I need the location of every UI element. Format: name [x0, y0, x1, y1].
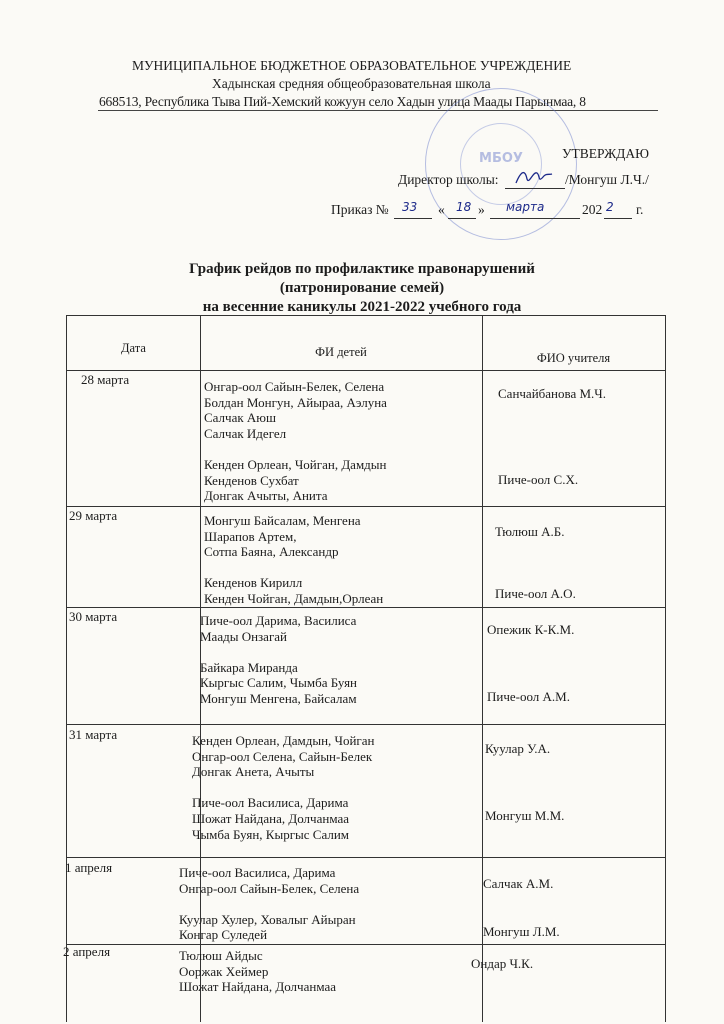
child-line: Болдан Монгун, Айыраа, Аэлуна: [204, 394, 387, 410]
row-divider-header: [67, 370, 665, 371]
order-year-prefix: 202: [582, 202, 603, 217]
order-prefix: Приказ №: [331, 202, 389, 217]
child-line: Ооржак Хеймер: [179, 963, 269, 979]
children-cell: [204, 513, 383, 607]
child-line: Онгар-оол Селена, Сайын-Белек: [192, 748, 373, 764]
teacher-name: Пиче-оол А.О.: [495, 586, 576, 601]
doc-title-line1: График рейдов по профилактике правонарушений: [189, 261, 535, 277]
child-line: [200, 644, 357, 660]
signature-line: [505, 188, 565, 189]
child-line: Донгак Анета, Ачыты: [192, 764, 315, 780]
stamp-label: МБОУ: [479, 151, 523, 166]
child-line: Монгуш Менгена, Байсалам: [200, 690, 357, 706]
teacher-name: Пиче-оол С.Х.: [498, 472, 579, 487]
child-line: Шарапов Артем,: [204, 528, 297, 544]
director-name: /Монгуш Л.Ч./: [565, 172, 649, 187]
child-line: Кенденов Сухбат: [204, 472, 299, 488]
child-line: Пиче-оол Василиса, Дарима: [192, 795, 349, 811]
child-line: Салчак Идегел: [204, 425, 287, 441]
child-line: Тюлюш Айдыс: [179, 948, 263, 963]
child-line: [192, 780, 375, 796]
row-divider-5: [67, 944, 665, 945]
teacher-name: Салчак А.М.: [483, 876, 554, 891]
order-day: 18: [456, 200, 472, 214]
order-year-suffix: 2: [606, 200, 614, 214]
date-cell: 29 марта: [69, 508, 118, 523]
teacher-name: Куулар У.А.: [485, 741, 551, 756]
date-cell: 2 апреля: [63, 944, 111, 959]
order-quote-open: «: [438, 202, 445, 217]
children-cell: [179, 948, 336, 995]
teacher-name: Ондар Ч.К.: [471, 956, 534, 971]
child-line: Кенден Орлеан, Чойган, Дамдын: [204, 456, 387, 472]
child-line: Конгар Суледей: [179, 927, 268, 943]
teacher-name: Монгуш Л.М.: [483, 924, 560, 939]
order-quote-close: »: [478, 202, 485, 217]
child-line: Пиче-оол Дарима, Василиса: [200, 613, 357, 628]
order-month-line: [490, 218, 580, 219]
order-day-line: [448, 218, 476, 219]
org-name-line2: Хадынская средняя общеобразовательная школа: [212, 76, 491, 91]
child-line: Маады Онзагай: [200, 628, 288, 644]
teacher-name: Пиче-оол А.М.: [487, 689, 570, 704]
date-cell: 28 марта: [81, 372, 130, 387]
row-divider-4: [67, 857, 665, 858]
order-number-line: [394, 218, 432, 219]
children-cell: [192, 733, 375, 842]
header-teacher: ФИО учителя: [536, 351, 611, 365]
order-year-line: [604, 218, 632, 219]
row-divider-2: [67, 607, 665, 608]
teacher-name: Монгуш М.М.: [485, 808, 565, 823]
org-name-line1: МУНИЦИПАЛЬНОЕ БЮДЖЕТНОЕ ОБРАЗОВАТЕЛЬНОЕ УЧРЕЖДЕНИЕ: [132, 58, 572, 73]
date-cell: 30 марта: [69, 609, 118, 624]
child-line: Пиче-оол Василиса, Дарима: [179, 865, 336, 880]
children-cell: [204, 379, 387, 504]
teacher-name: Санчайбанова М.Ч.: [498, 386, 606, 401]
child-line: Кенден Орлеан, Дамдын, Чойган: [192, 733, 375, 748]
director-label: Директор школы:: [398, 172, 499, 187]
header-rule: [98, 110, 658, 111]
school-address: 668513, Республика Тыва Пий-Хемский кожуун село Хадын улица Маады Парынмаа, 8: [99, 94, 586, 109]
child-line: Онгар-оол Сайын-Белек, Селена: [204, 379, 385, 394]
date-cell: 31 марта: [69, 727, 118, 742]
row-divider-3: [67, 724, 665, 725]
child-line: [204, 560, 383, 576]
header-children: ФИ детей: [315, 345, 367, 359]
child-line: Чымба Буян, Кыргыс Салим: [192, 826, 350, 842]
raid-schedule-table: [63, 315, 666, 1022]
order-month: марта: [506, 200, 545, 214]
child-line: Шожат Найдана, Долчанмаа: [192, 810, 349, 826]
child-line: Сотпа Баяна, Александр: [204, 544, 339, 560]
child-line: Кыргыс Салим, Чымба Буян: [200, 675, 358, 691]
child-line: [179, 896, 359, 912]
child-line: Шожат Найдана, Долчанмаа: [179, 979, 336, 995]
child-line: Куулар Хулер, Ховалыг Айыран: [179, 911, 356, 927]
child-line: Монгуш Байсалам, Менгена: [204, 513, 361, 528]
teacher-name: Опежик К-К.М.: [487, 622, 575, 637]
children-cell: [200, 613, 357, 707]
child-line: Донгак Ачыты, Анита: [204, 488, 328, 504]
child-line: Салчак Аюш: [204, 410, 277, 426]
doc-title-line3: на весенние каникулы 2021-2022 учебного года: [202, 299, 522, 315]
child-line: Кенденов Кирилл: [204, 575, 303, 591]
child-line: Онгар-оол Сайын-Белек, Селена: [179, 880, 360, 896]
child-line: [204, 441, 387, 457]
col-divider-2: [482, 316, 483, 1022]
child-line: Кенден Чойган, Дамдын,Орлеан: [204, 590, 384, 606]
date-cell: 1 апреля: [65, 860, 113, 875]
children-cell: [179, 865, 359, 943]
order-number: 33: [402, 200, 418, 214]
doc-title-line2: (патронирование семей): [279, 280, 445, 296]
header-date: Дата: [121, 341, 146, 355]
approve-label: УТВЕРЖДАЮ: [562, 146, 650, 161]
director-signature: [513, 165, 555, 189]
row-divider-1: [67, 506, 665, 507]
order-year-unit: г.: [636, 202, 644, 217]
teacher-name: Тюлюш А.Б.: [495, 524, 565, 539]
child-line: Байкара Миранда: [200, 659, 298, 675]
